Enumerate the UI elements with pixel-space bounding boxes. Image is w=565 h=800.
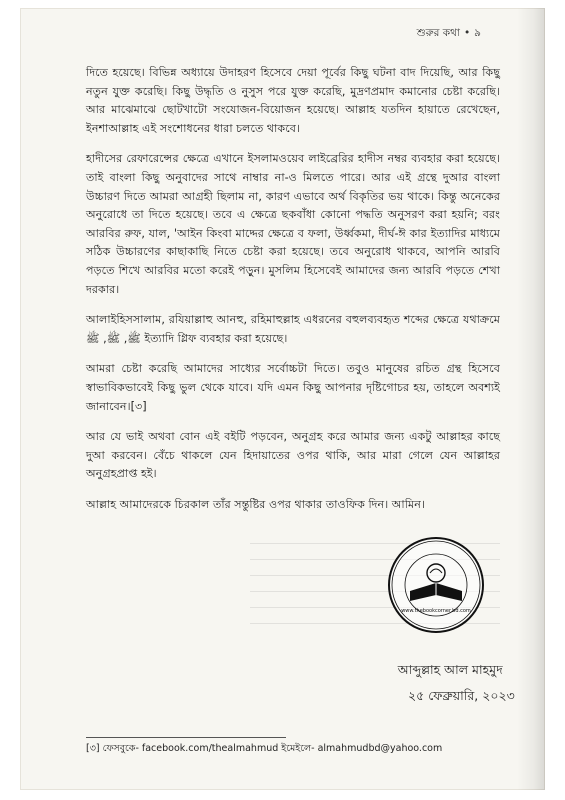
signature-date: ২৫ ফেব্রুয়ারি, ২০২৩ bbox=[408, 688, 515, 703]
paragraph: আর যে ভাই অথবা বোন এই বইটি পড়বেন, অনুগ্রহ করে আমার জন্য একটু আল্লাহর কাছে দুআ করবেন। বেঁচে থাকলে যেন হিদায়াতের ওপর থাকি, আর মারা গেলে যেন আল্লাহর অনুগ্রহপ্রাপ্ত হই। bbox=[86, 430, 500, 481]
header-separator: • bbox=[463, 27, 471, 39]
author-name: আব্দুল্লাহ আল মাহমুদ bbox=[397, 662, 503, 677]
signature-block bbox=[397, 657, 515, 709]
page-body bbox=[86, 64, 500, 526]
footnote-marker: [৩] bbox=[86, 743, 100, 754]
footnote-divider bbox=[86, 737, 286, 738]
bookshop-stamp-logo bbox=[386, 535, 486, 635]
stamp-text: www.thebookcorner.bd.com bbox=[401, 608, 471, 614]
page-number: ৯ bbox=[474, 27, 481, 39]
header-title: শুরুর কথা bbox=[416, 27, 460, 39]
book-page bbox=[20, 8, 545, 790]
paragraph: আল্লাহ আমাদেরকে চিরকাল তাঁর সন্তুষ্টির ওপর থাকার তাওফিক দিন। আমিন। bbox=[86, 497, 425, 511]
paragraph: আমরা চেষ্টা করেছি আমাদের সাধ্যের সর্বোচ্চটা দিতে। তবুও মানুষের রচিত গ্রন্থ হিসেবে স্বাভাবিকভাবেই কিছু ভুল থেকে যাবে। যদি এমন কিছু আপনার দৃষ্টিগোচর হয়, তাহলে অবশ্যই জানাবেন।[৩] bbox=[86, 362, 500, 413]
paragraph: দিতে হয়েছে। বিভিন্ন অধ্যায়ে উদাহরণ হিসেবে দেয়া পূর্বের কিছু ঘটনা বাদ দিয়েছি, আর কিছু নতুন যুক্ত করেছি। কিছু উদ্ধৃতি ও নুসুস পরে যুক্ত করেছি, মুদ্রণপ্রমাদ কমানোর চেষ্টা করেছি। আর মাঝেমাঝে ছোটখাটো সংযোজন-বিয়োজন হয়েছে। আল্লাহ যতদিন হায়াতে রেখেছেন, ইনশাআল্লাহ এই সংশোধনের ধারা চলতে থাকবে। bbox=[86, 66, 500, 135]
footnote-text: ফেসবুকে- facebook.com/thealmahmud ইমেইলে- almahmudbd@yahoo.com bbox=[102, 743, 443, 754]
footnote bbox=[86, 742, 442, 757]
paragraph: আলাইহিসসালাম, রযিয়াল্লাহু আনহু, রহিমাহুল্লাহ এধরনের বহুলব্যবহৃত শব্দের ক্ষেত্রে যথাক্রমে ﷺ, ﷺ, ﷺ ইত্যাদি গ্লিফ ব্যবহার করা হয়েছে। bbox=[86, 313, 500, 345]
running-header bbox=[417, 26, 481, 43]
page-spine-shadow bbox=[517, 8, 545, 790]
paragraph: হাদীসের রেফারেন্সের ক্ষেত্রে এখানে ইসলামওয়েব লাইব্রেরির হাদীস নম্বর ব্যবহার করা হয়েছে। তাই বাংলা কিছু অনুবাদের সাথে নাম্বার না-ও মিলতে পারে। আর এই গ্রন্থে দুআর বাংলা উচ্চারণ দিতে আমরা আগ্রহী ছিলাম না, কারণ এভাবে অর্থ বিকৃতির ভয় থাকে। কিন্তু অনেকের অনুরোধে তা দিতে হয়েছে। তবে এ ক্ষেত্রে ছকবাঁধা কোনো পদ্ধতি অনুসরণ করা হয়নি; বরং আরবির রুফ, যাল, 'আইন কিংবা মাদ্দের ক্ষেত্রে ব ফলা, উর্ধ্বকমা, দীর্ঘ-ঈ কার ইত্যাদির মাধ্যমে সঠিক উচ্চারণের কাছাকাছি নিতে চেষ্টা করা হয়েছে। তবে অনুরোধ থাকবে, আপনি আরবি পড়তে শিখে আরবির মতো করেই পড়ুন। মুসলিম হিসেবেই আমাদের জন্য আরবি পড়তে শেখা দরকার। bbox=[86, 152, 500, 296]
